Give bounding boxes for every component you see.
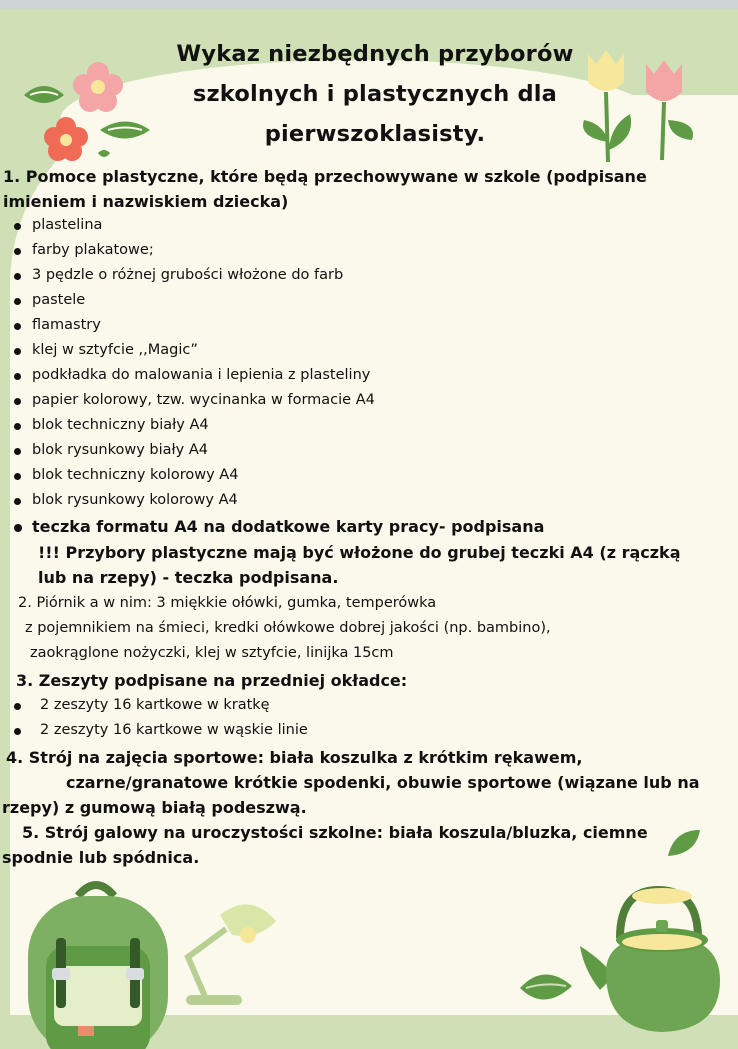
list-item: klej w sztyfcie ,,Magic” <box>32 342 198 358</box>
bullet-icon <box>14 448 21 455</box>
list-item: blok techniczny kolorowy A4 <box>32 467 239 483</box>
backpack-icon <box>18 876 188 1049</box>
bullet-icon <box>14 524 22 532</box>
bullet-icon <box>14 498 21 505</box>
section5-line: spodnie lub spódnica. <box>2 848 200 867</box>
section4-line: czarne/granatowe krótkie spodenki, obuwie sportowe (wiązane lub na <box>66 773 700 792</box>
section2-line: zaokrąglone nożyczki, klej w sztyfcie, linijka 15cm <box>30 645 394 661</box>
list-item: farby plakatowe; <box>32 242 154 258</box>
title-line: pierwszoklasisty. <box>264 121 486 147</box>
leaf-icon <box>664 826 704 862</box>
top-bar <box>0 0 738 9</box>
bold-list-item: teczka formatu A4 na dodatkowe karty pracy- podpisana <box>32 517 545 536</box>
list-item: plastelina <box>32 217 103 233</box>
list-item: blok rysunkowy kolorowy A4 <box>32 492 238 508</box>
list-item: papier kolorowy, tzw. wycinanka w formacie A4 <box>32 392 375 408</box>
list-item: 3 pędzle o różnej grubości włożone do farb <box>32 267 344 283</box>
list-item: flamastry <box>32 317 101 333</box>
page-title <box>140 34 610 154</box>
note-line: lub na rzepy) - teczka podpisana. <box>38 568 339 587</box>
leaf-icon <box>516 966 576 1010</box>
bullet-icon <box>14 703 21 710</box>
bullet-icon <box>14 298 21 305</box>
note-line: !!! Przybory plastyczne mają być włożone do grubej teczki A4 (z rączką <box>38 543 681 562</box>
desk-lamp-icon <box>180 895 290 1015</box>
section1-heading: imieniem i nazwiskiem dziecka) <box>3 192 289 211</box>
bullet-icon <box>14 223 21 230</box>
flowers-left-icon <box>20 55 160 170</box>
bullet-icon <box>14 398 21 405</box>
bullet-icon <box>14 323 21 330</box>
pink-flower-icon <box>73 62 123 112</box>
section4-line: rzepy) z gumową białą podeszwą. <box>2 798 307 817</box>
title-line: Wykaz niezbędnych przyborów <box>176 41 574 67</box>
list-item: blok techniczny biały A4 <box>32 417 209 433</box>
bullet-icon <box>14 373 21 380</box>
list-item: 2 zeszyty 16 kartkowe w kratkę <box>40 697 270 713</box>
bullet-icon <box>14 348 21 355</box>
bullet-icon <box>14 423 21 430</box>
bullet-icon <box>14 248 21 255</box>
list-item: blok rysunkowy biały A4 <box>32 442 208 458</box>
bullet-icon <box>14 273 21 280</box>
section1-heading: 1. Pomoce plastyczne, które będą przechowywane w szkole (podpisane <box>3 167 647 186</box>
section2-line: z pojemnikiem na śmieci, kredki ołówkowe dobrej jakości (np. bambino), <box>25 620 551 636</box>
bullet-icon <box>14 728 21 735</box>
list-item: podkładka do malowania i lepienia z plasteliny <box>32 367 371 383</box>
title-line: szkolnych i plastycznych dla <box>192 81 558 107</box>
list-item: pastele <box>32 292 86 308</box>
section3-heading: 3. Zeszyty podpisane na przedniej okładce: <box>16 671 408 690</box>
section5-line: 5. Strój galowy na uroczystości szkolne: biała koszula/bluzka, ciemne <box>22 823 648 842</box>
bullet-icon <box>14 473 21 480</box>
section4-line: 4. Strój na zajęcia sportowe: biała koszulka z krótkim rękawem, <box>6 748 583 767</box>
tulip-icon <box>646 60 693 160</box>
kettle-icon <box>580 880 738 1049</box>
section2-line: 2. Piórnik a w nim: 3 miękkie ołówki, gumka, temperówka <box>18 595 437 611</box>
list-item: 2 zeszyty 16 kartkowe w wąskie linie <box>40 722 308 738</box>
red-flower-icon <box>44 117 88 161</box>
leaf-icon <box>98 150 110 157</box>
